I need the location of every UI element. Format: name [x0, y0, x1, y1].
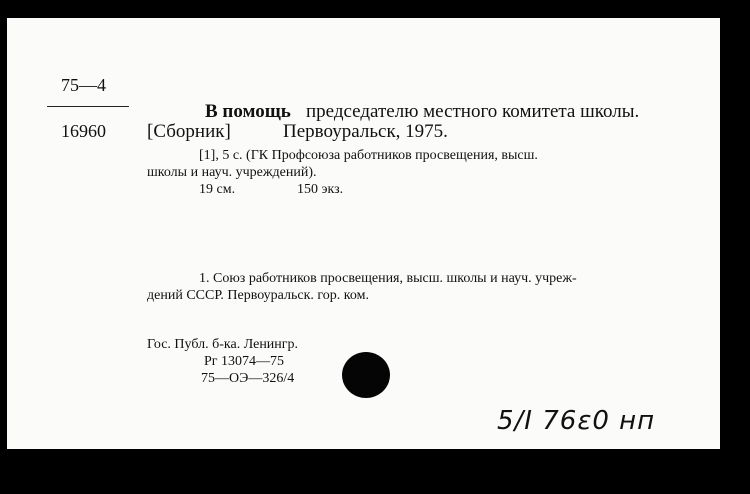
copies: 150 экз. [297, 182, 344, 197]
title-rest: председателю местного комитета школы. [306, 101, 640, 122]
collection-label: [Сборник] [147, 121, 231, 142]
catalog-code: 75—ОЭ—326/4 [201, 371, 295, 386]
library-name: Гос. Публ. б-ка. Ленингр. [147, 337, 299, 352]
subject-heading-line-2: дений СССР. Первоуральск. гор. ком. [147, 288, 369, 303]
description-line-1: [1], 5 с. (ГК Профсоюза работников просвещения, высш. [199, 148, 538, 163]
description-line-2: школы и науч. учреждений). [147, 165, 317, 180]
place-year: Первоуральск, 1975. [283, 121, 448, 142]
title-bold: В помощь [205, 101, 291, 122]
registry-code: Рг 13074—75 [204, 354, 285, 369]
size: 19 см. [199, 182, 236, 197]
subject-heading-line-1: 1. Союз работников просвещения, высш. школы и науч. учреж- [199, 271, 577, 286]
inventory-number: 16960 [61, 121, 106, 141]
class-number: 75—4 [61, 75, 106, 95]
punch-hole [342, 352, 390, 398]
handwritten-note: 5/I 76ε0 нп [497, 406, 656, 436]
divider-rule [47, 106, 129, 107]
